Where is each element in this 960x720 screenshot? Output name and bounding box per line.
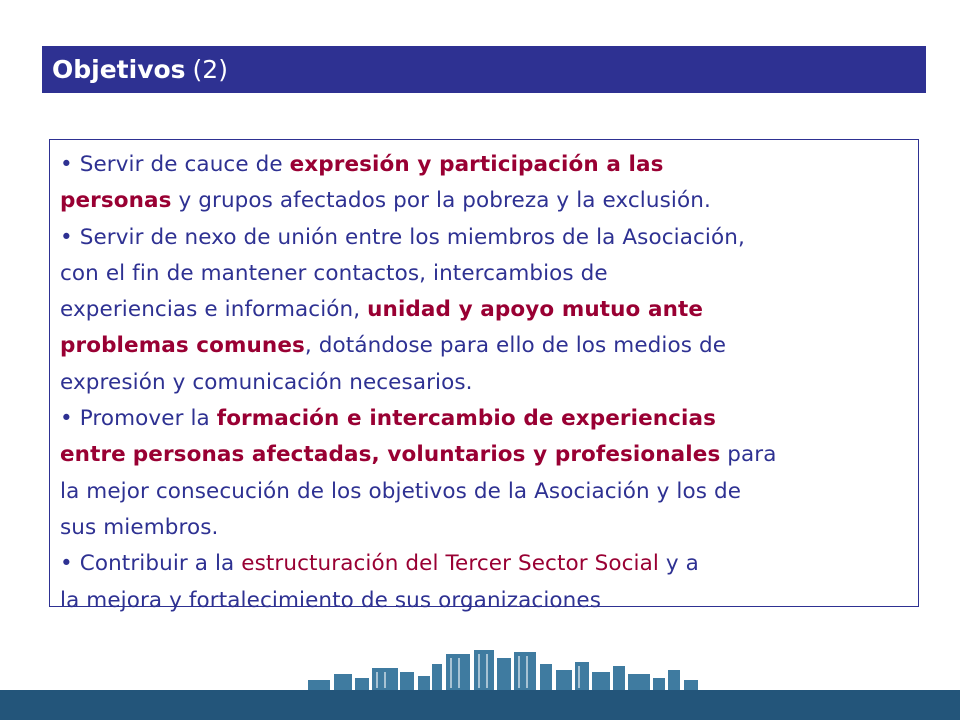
highlight-tercer-sector: estructuración del Tercer Sector Social (241, 551, 659, 577)
text-line: personas y grupos afectados por la pobreza y la exclusión. (60, 188, 711, 214)
footer-band (0, 690, 960, 720)
text-line: sus miembros. (60, 514, 219, 540)
highlight-expresion-participacion: expresión y participación a las (289, 152, 664, 177)
text-line: entre personas afectadas, voluntarios y profesionales para (60, 442, 777, 468)
text-line: • Contribuir a la estructuración del Tercer Sector Social y a (60, 551, 699, 577)
highlight-entre: entre (60, 442, 126, 468)
text-line: problemas comunes, dotándose para ello de los medios de (60, 333, 727, 359)
text-line: • Servir de nexo de unión entre los miembros de la Asociación, (60, 224, 745, 250)
highlight-personas-afectadas: personas afectadas, voluntarios y profesionales (132, 442, 721, 468)
text-line: con el fin de mantener contactos, intercambios de (60, 260, 608, 286)
highlight-problemas-comunes: problemas comunes (60, 333, 305, 359)
text-line: • Promover la formación e intercambio de experiencias (60, 406, 716, 432)
text-line: expresión y comunicación necesarios. (60, 369, 473, 395)
objectives-text (60, 147, 912, 619)
highlight-formacion-intercambio: formación e intercambio de experiencias (216, 406, 716, 432)
city-skyline-footer (0, 640, 960, 720)
slide-title: Objetivos (52, 55, 186, 84)
highlight-personas: personas (60, 188, 172, 214)
highlight-unidad-apoyo: unidad y apoyo mutuo ante (367, 297, 704, 323)
slide-title-bar (42, 46, 926, 93)
text-line: la mejor consecución de los objetivos de la Asociación y los de (60, 478, 742, 504)
text-line: • Servir de cauce de expresión y participación a las (60, 152, 664, 177)
objectives-box (49, 139, 919, 613)
slide-title-number: (2) (192, 55, 228, 84)
text-line: la mejora y fortalecimiento de sus organizaciones (60, 587, 602, 613)
building-silhouettes (308, 650, 698, 692)
text-line: experiencias e información, unidad y apoyo mutuo ante (60, 297, 704, 323)
